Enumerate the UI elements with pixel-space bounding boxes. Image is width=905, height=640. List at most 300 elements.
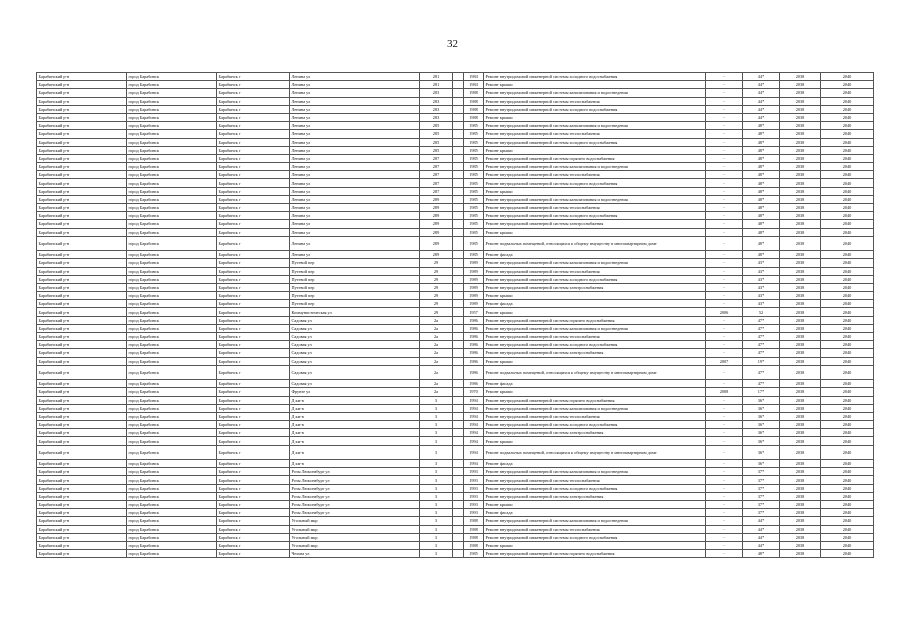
- table-row: [37, 97, 874, 105]
- cell-municipality: город Барабинск: [127, 195, 217, 203]
- cell-plan-start: 2038: [780, 212, 821, 220]
- cell-street: Д км-в: [290, 460, 420, 468]
- cell-house: 281: [420, 81, 453, 89]
- cell-municipality: город Барабинск: [127, 333, 217, 341]
- cell-plan-end: 2040: [821, 275, 874, 283]
- cell-letter: [453, 357, 464, 365]
- cell-street: Ленина ул: [290, 251, 420, 259]
- table-row: [37, 187, 874, 195]
- cell-letter: [453, 308, 464, 316]
- cell-last-repair-year: -: [706, 259, 743, 267]
- cell-house: 2а: [420, 341, 453, 349]
- cell-house: 283: [420, 113, 453, 121]
- cell-wear-percent: 36*: [743, 421, 780, 429]
- cell-locality: Барабинск г: [217, 259, 290, 267]
- cell-build-year: 1993: [464, 468, 484, 476]
- cell-district: Барабинский р-н: [37, 163, 127, 171]
- cell-letter: [453, 163, 464, 171]
- cell-build-year: 1985: [464, 187, 484, 195]
- cell-house: 2а: [420, 357, 453, 365]
- cell-work-type: Ремонт внутридомовой инженерной системы горячего водоснабжения: [484, 396, 706, 404]
- cell-plan-end: 2040: [821, 412, 874, 420]
- table-row: [37, 228, 874, 236]
- cell-district: Барабинский р-н: [37, 380, 127, 388]
- cell-plan-start: 2038: [780, 105, 821, 113]
- cell-wear-percent: 43*: [743, 275, 780, 283]
- cell-house: 29: [420, 300, 453, 308]
- cell-street: Фрунзе ул: [290, 388, 420, 396]
- cell-letter: [453, 388, 464, 396]
- cell-district: Барабинский р-н: [37, 388, 127, 396]
- cell-street: Ленина ул: [290, 122, 420, 130]
- cell-work-type: Ремонт внутридомовой инженерной системы холодного водоснабжения: [484, 138, 706, 146]
- cell-wear-percent: 36*: [743, 460, 780, 468]
- table-row: [37, 445, 874, 459]
- cell-district: Барабинский р-н: [37, 220, 127, 228]
- cell-municipality: город Барабинск: [127, 236, 217, 250]
- table-row: [37, 89, 874, 97]
- cell-build-year: 1994: [464, 429, 484, 437]
- cell-street: Садовая ул: [290, 349, 420, 357]
- cell-last-repair-year: -: [706, 445, 743, 459]
- cell-build-year: 1988: [464, 533, 484, 541]
- cell-wear-percent: 47*: [743, 349, 780, 357]
- table-row: [37, 533, 874, 541]
- cell-last-repair-year: -: [706, 468, 743, 476]
- cell-municipality: город Барабинск: [127, 251, 217, 259]
- cell-house: 2а: [420, 388, 453, 396]
- cell-work-type: Ремонт внутридомовой инженерной системы теплоснабжения: [484, 97, 706, 105]
- cell-plan-end: 2040: [821, 73, 874, 81]
- cell-plan-end: 2040: [821, 259, 874, 267]
- cell-build-year: 1985: [464, 228, 484, 236]
- cell-wear-percent: 44*: [743, 73, 780, 81]
- table-row: [37, 300, 874, 308]
- cell-letter: [453, 533, 464, 541]
- cell-street: Розы Люксембург ул: [290, 468, 420, 476]
- cell-work-type: Ремонт внутридомовой инженерной системы канализования и водоотведения: [484, 517, 706, 525]
- cell-last-repair-year: -: [706, 154, 743, 162]
- cell-letter: [453, 97, 464, 105]
- cell-work-type: Ремонт внутридомовой инженерной системы теплоснабжения: [484, 476, 706, 484]
- cell-district: Барабинский р-н: [37, 349, 127, 357]
- cell-plan-end: 2040: [821, 316, 874, 324]
- cell-house: 3: [420, 533, 453, 541]
- cell-last-repair-year: -: [706, 324, 743, 332]
- cell-locality: Барабинск г: [217, 357, 290, 365]
- cell-locality: Барабинск г: [217, 113, 290, 121]
- cell-letter: [453, 412, 464, 420]
- cell-district: Барабинский р-н: [37, 97, 127, 105]
- table-row: [37, 550, 874, 558]
- cell-wear-percent: 48*: [743, 550, 780, 558]
- cell-plan-start: 2038: [780, 412, 821, 420]
- cell-plan-end: 2040: [821, 97, 874, 105]
- cell-last-repair-year: 2007: [706, 357, 743, 365]
- cell-locality: Барабинск г: [217, 316, 290, 324]
- cell-work-type: Ремонт внутридомовой инженерной системы канализования и водоотведения: [484, 122, 706, 130]
- cell-plan-start: 2038: [780, 89, 821, 97]
- cell-municipality: город Барабинск: [127, 509, 217, 517]
- table-row: [37, 492, 874, 500]
- cell-wear-percent: 44*: [743, 525, 780, 533]
- cell-letter: [453, 105, 464, 113]
- cell-district: Барабинский р-н: [37, 421, 127, 429]
- cell-municipality: город Барабинск: [127, 97, 217, 105]
- cell-plan-start: 2038: [780, 509, 821, 517]
- cell-house: 3: [420, 476, 453, 484]
- cell-work-type: Ремонт внутридомовой инженерной системы электроснабжения: [484, 429, 706, 437]
- cell-wear-percent: 48*: [743, 138, 780, 146]
- cell-municipality: город Барабинск: [127, 138, 217, 146]
- cell-last-repair-year: -: [706, 500, 743, 508]
- cell-locality: Барабинск г: [217, 267, 290, 275]
- repair-schedule-table: [36, 72, 874, 558]
- cell-plan-start: 2038: [780, 259, 821, 267]
- cell-locality: Барабинск г: [217, 251, 290, 259]
- cell-district: Барабинский р-н: [37, 171, 127, 179]
- cell-locality: Барабинск г: [217, 550, 290, 558]
- cell-plan-start: 2038: [780, 275, 821, 283]
- cell-last-repair-year: -: [706, 484, 743, 492]
- cell-work-type: Ремонт внутридомовой инженерной системы холодного водоснабжения: [484, 105, 706, 113]
- cell-plan-start: 2038: [780, 130, 821, 138]
- cell-house: 3: [420, 517, 453, 525]
- cell-last-repair-year: -: [706, 533, 743, 541]
- cell-work-type: Ремонт внутридомовой инженерной системы теплоснабжения: [484, 525, 706, 533]
- cell-house: 3: [420, 484, 453, 492]
- cell-locality: Барабинск г: [217, 324, 290, 332]
- cell-letter: [453, 460, 464, 468]
- cell-municipality: город Барабинск: [127, 259, 217, 267]
- cell-street: Садовая ул: [290, 333, 420, 341]
- cell-build-year: 1985: [464, 138, 484, 146]
- cell-work-type: Ремонт фасада: [484, 380, 706, 388]
- cell-letter: [453, 212, 464, 220]
- cell-district: Барабинский р-н: [37, 308, 127, 316]
- cell-letter: [453, 228, 464, 236]
- cell-plan-end: 2040: [821, 341, 874, 349]
- cell-municipality: город Барабинск: [127, 492, 217, 500]
- cell-municipality: город Барабинск: [127, 484, 217, 492]
- cell-street: Розы Люксембург ул: [290, 509, 420, 517]
- cell-plan-start: 2038: [780, 476, 821, 484]
- cell-last-repair-year: -: [706, 396, 743, 404]
- cell-build-year: 1985: [464, 130, 484, 138]
- cell-letter: [453, 275, 464, 283]
- cell-build-year: 1989: [464, 267, 484, 275]
- table-row: [37, 365, 874, 379]
- cell-house: 285: [420, 122, 453, 130]
- cell-street: Путевой пер: [290, 259, 420, 267]
- cell-last-repair-year: -: [706, 138, 743, 146]
- cell-build-year: 1993: [464, 476, 484, 484]
- cell-locality: Барабинск г: [217, 73, 290, 81]
- cell-plan-end: 2040: [821, 429, 874, 437]
- cell-build-year: 1988: [464, 105, 484, 113]
- cell-wear-percent: 48*: [743, 204, 780, 212]
- cell-district: Барабинский р-н: [37, 333, 127, 341]
- cell-plan-start: 2038: [780, 228, 821, 236]
- cell-last-repair-year: -: [706, 509, 743, 517]
- cell-house: 3: [420, 550, 453, 558]
- cell-house: 3: [420, 404, 453, 412]
- cell-locality: Барабинск г: [217, 349, 290, 357]
- cell-plan-end: 2040: [821, 228, 874, 236]
- cell-plan-end: 2040: [821, 113, 874, 121]
- cell-house: 287: [420, 171, 453, 179]
- cell-work-type: Ремонт крыши: [484, 500, 706, 508]
- cell-last-repair-year: -: [706, 283, 743, 291]
- cell-locality: Барабинск г: [217, 292, 290, 300]
- cell-street: Садовая ул: [290, 341, 420, 349]
- cell-plan-end: 2040: [821, 89, 874, 97]
- cell-wear-percent: 44*: [743, 113, 780, 121]
- cell-build-year: 1988: [464, 113, 484, 121]
- cell-build-year: 1985: [464, 204, 484, 212]
- cell-plan-end: 2040: [821, 187, 874, 195]
- cell-build-year: 1985: [464, 154, 484, 162]
- cell-plan-start: 2038: [780, 220, 821, 228]
- cell-last-repair-year: -: [706, 204, 743, 212]
- cell-municipality: город Барабинск: [127, 445, 217, 459]
- cell-plan-end: 2040: [821, 212, 874, 220]
- cell-house: 29: [420, 308, 453, 316]
- cell-work-type: Ремонт внутридомовой инженерной системы холодного водоснабжения: [484, 179, 706, 187]
- cell-wear-percent: 48*: [743, 251, 780, 259]
- cell-locality: Барабинск г: [217, 388, 290, 396]
- cell-street: Д км-в: [290, 429, 420, 437]
- cell-build-year: 1985: [464, 179, 484, 187]
- cell-street: Угольный мкр: [290, 541, 420, 549]
- table-row: [37, 388, 874, 396]
- cell-street: Ленина ул: [290, 113, 420, 121]
- cell-build-year: 1989: [464, 292, 484, 300]
- table-row: [37, 138, 874, 146]
- cell-plan-start: 2038: [780, 357, 821, 365]
- cell-work-type: Ремонт крыши: [484, 292, 706, 300]
- cell-district: Барабинский р-н: [37, 292, 127, 300]
- table-row: [37, 73, 874, 81]
- cell-plan-end: 2040: [821, 179, 874, 187]
- cell-last-repair-year: 2006: [706, 308, 743, 316]
- cell-last-repair-year: -: [706, 275, 743, 283]
- cell-street: Ленина ул: [290, 204, 420, 212]
- cell-plan-end: 2040: [821, 300, 874, 308]
- cell-wear-percent: 44*: [743, 89, 780, 97]
- cell-plan-start: 2038: [780, 236, 821, 250]
- cell-wear-percent: 47*: [743, 316, 780, 324]
- cell-build-year: 1984: [464, 73, 484, 81]
- cell-district: Барабинский р-н: [37, 236, 127, 250]
- cell-district: Барабинский р-н: [37, 187, 127, 195]
- table-row: [37, 251, 874, 259]
- cell-street: Путевой пер: [290, 300, 420, 308]
- cell-district: Барабинский р-н: [37, 468, 127, 476]
- cell-street: Д км-в: [290, 437, 420, 445]
- cell-letter: [453, 341, 464, 349]
- cell-build-year: 1994: [464, 445, 484, 459]
- table-row: [37, 154, 874, 162]
- cell-house: 3: [420, 500, 453, 508]
- cell-street: Д км-в: [290, 445, 420, 459]
- cell-street: Чехова ул: [290, 550, 420, 558]
- cell-district: Барабинский р-н: [37, 500, 127, 508]
- cell-plan-start: 2038: [780, 484, 821, 492]
- cell-district: Барабинский р-н: [37, 509, 127, 517]
- cell-plan-start: 2038: [780, 349, 821, 357]
- cell-plan-start: 2038: [780, 341, 821, 349]
- table-row: [37, 204, 874, 212]
- cell-district: Барабинский р-н: [37, 341, 127, 349]
- cell-wear-percent: 47*: [743, 324, 780, 332]
- cell-locality: Барабинск г: [217, 333, 290, 341]
- cell-wear-percent: 43*: [743, 300, 780, 308]
- cell-municipality: город Барабинск: [127, 122, 217, 130]
- cell-plan-start: 2038: [780, 525, 821, 533]
- cell-work-type: Ремонт внутридомовой инженерной системы горячего водоснабжения: [484, 550, 706, 558]
- cell-district: Барабинский р-н: [37, 324, 127, 332]
- cell-plan-start: 2038: [780, 267, 821, 275]
- cell-build-year: 1957: [464, 308, 484, 316]
- cell-locality: Барабинск г: [217, 341, 290, 349]
- cell-plan-start: 2038: [780, 396, 821, 404]
- cell-district: Барабинский р-н: [37, 396, 127, 404]
- cell-locality: Барабинск г: [217, 97, 290, 105]
- cell-locality: Барабинск г: [217, 220, 290, 228]
- cell-wear-percent: 37*: [743, 509, 780, 517]
- cell-letter: [453, 324, 464, 332]
- cell-district: Барабинский р-н: [37, 105, 127, 113]
- cell-municipality: город Барабинск: [127, 89, 217, 97]
- cell-street: Ленина ул: [290, 81, 420, 89]
- cell-district: Барабинский р-н: [37, 275, 127, 283]
- cell-last-repair-year: 2008: [706, 388, 743, 396]
- cell-locality: Барабинск г: [217, 138, 290, 146]
- cell-build-year: 1985: [464, 163, 484, 171]
- table-row: [37, 212, 874, 220]
- cell-work-type: Ремонт внутридомовой инженерной системы канализования и водоотведения: [484, 404, 706, 412]
- cell-work-type: Ремонт внутридомовой инженерной системы теплоснабжения: [484, 204, 706, 212]
- cell-last-repair-year: -: [706, 122, 743, 130]
- cell-district: Барабинский р-н: [37, 525, 127, 533]
- cell-street: Ленина ул: [290, 220, 420, 228]
- cell-work-type: Ремонт внутридомовой инженерной системы холодного водоснабжения: [484, 484, 706, 492]
- table-row: [37, 500, 874, 508]
- table-row: [37, 484, 874, 492]
- cell-work-type: Ремонт внутридомовой инженерной системы горячего водоснабжения: [484, 154, 706, 162]
- cell-street: Ленина ул: [290, 187, 420, 195]
- cell-municipality: город Барабинск: [127, 380, 217, 388]
- table-row: [37, 283, 874, 291]
- cell-work-type: Ремонт подвальных помещений, относящихся к общему имуществу в многоквартирном доме: [484, 445, 706, 459]
- cell-wear-percent: 48*: [743, 171, 780, 179]
- cell-locality: Барабинск г: [217, 171, 290, 179]
- cell-plan-end: 2040: [821, 492, 874, 500]
- cell-street: Д км-в: [290, 421, 420, 429]
- cell-plan-end: 2040: [821, 533, 874, 541]
- cell-district: Барабинский р-н: [37, 122, 127, 130]
- cell-last-repair-year: -: [706, 380, 743, 388]
- cell-street: Ленина ул: [290, 179, 420, 187]
- cell-plan-end: 2040: [821, 308, 874, 316]
- cell-municipality: город Барабинск: [127, 412, 217, 420]
- cell-wear-percent: 37*: [743, 468, 780, 476]
- cell-municipality: город Барабинск: [127, 437, 217, 445]
- cell-street: Ленина ул: [290, 105, 420, 113]
- cell-last-repair-year: -: [706, 179, 743, 187]
- cell-wear-percent: 36*: [743, 412, 780, 420]
- cell-locality: Барабинск г: [217, 275, 290, 283]
- cell-district: Барабинский р-н: [37, 81, 127, 89]
- cell-house: 289: [420, 236, 453, 250]
- cell-wear-percent: 48*: [743, 212, 780, 220]
- cell-locality: Барабинск г: [217, 365, 290, 379]
- cell-street: Садовая ул: [290, 316, 420, 324]
- cell-letter: [453, 130, 464, 138]
- cell-house: 3: [420, 541, 453, 549]
- table-row: [37, 130, 874, 138]
- cell-build-year: 1986: [464, 365, 484, 379]
- cell-house: 3: [420, 437, 453, 445]
- cell-district: Барабинский р-н: [37, 550, 127, 558]
- cell-municipality: город Барабинск: [127, 500, 217, 508]
- cell-letter: [453, 251, 464, 259]
- cell-locality: Барабинск г: [217, 228, 290, 236]
- cell-locality: Барабинск г: [217, 163, 290, 171]
- table-row: [37, 81, 874, 89]
- table-row: [37, 275, 874, 283]
- cell-plan-start: 2038: [780, 187, 821, 195]
- cell-work-type: Ремонт внутридомовой инженерной системы канализования и водоотведения: [484, 89, 706, 97]
- cell-house: 287: [420, 179, 453, 187]
- cell-build-year: 1984: [464, 81, 484, 89]
- cell-municipality: город Барабинск: [127, 460, 217, 468]
- cell-plan-start: 2038: [780, 97, 821, 105]
- cell-district: Барабинский р-н: [37, 138, 127, 146]
- cell-letter: [453, 421, 464, 429]
- table-row: [37, 324, 874, 332]
- table-row: [37, 236, 874, 250]
- cell-municipality: город Барабинск: [127, 275, 217, 283]
- cell-district: Барабинский р-н: [37, 259, 127, 267]
- table-row: [37, 509, 874, 517]
- cell-street: Ленина ул: [290, 212, 420, 220]
- cell-work-type: Ремонт внутридомовой инженерной системы горячего водоснабжения: [484, 316, 706, 324]
- cell-plan-start: 2038: [780, 324, 821, 332]
- cell-last-repair-year: -: [706, 81, 743, 89]
- cell-build-year: 1989: [464, 300, 484, 308]
- cell-work-type: Ремонт внутридомовой инженерной системы теплоснабжения: [484, 267, 706, 275]
- cell-letter: [453, 154, 464, 162]
- cell-municipality: город Барабинск: [127, 220, 217, 228]
- cell-house: 285: [420, 138, 453, 146]
- cell-locality: Барабинск г: [217, 130, 290, 138]
- cell-last-repair-year: -: [706, 267, 743, 275]
- cell-letter: [453, 171, 464, 179]
- cell-house: 29: [420, 259, 453, 267]
- cell-wear-percent: 47*: [743, 341, 780, 349]
- cell-district: Барабинский р-н: [37, 429, 127, 437]
- cell-plan-start: 2038: [780, 404, 821, 412]
- cell-plan-end: 2040: [821, 349, 874, 357]
- cell-letter: [453, 73, 464, 81]
- cell-plan-end: 2040: [821, 437, 874, 445]
- cell-work-type: Ремонт крыши: [484, 228, 706, 236]
- cell-wear-percent: 37*: [743, 500, 780, 508]
- cell-plan-end: 2040: [821, 163, 874, 171]
- cell-build-year: 1985: [464, 220, 484, 228]
